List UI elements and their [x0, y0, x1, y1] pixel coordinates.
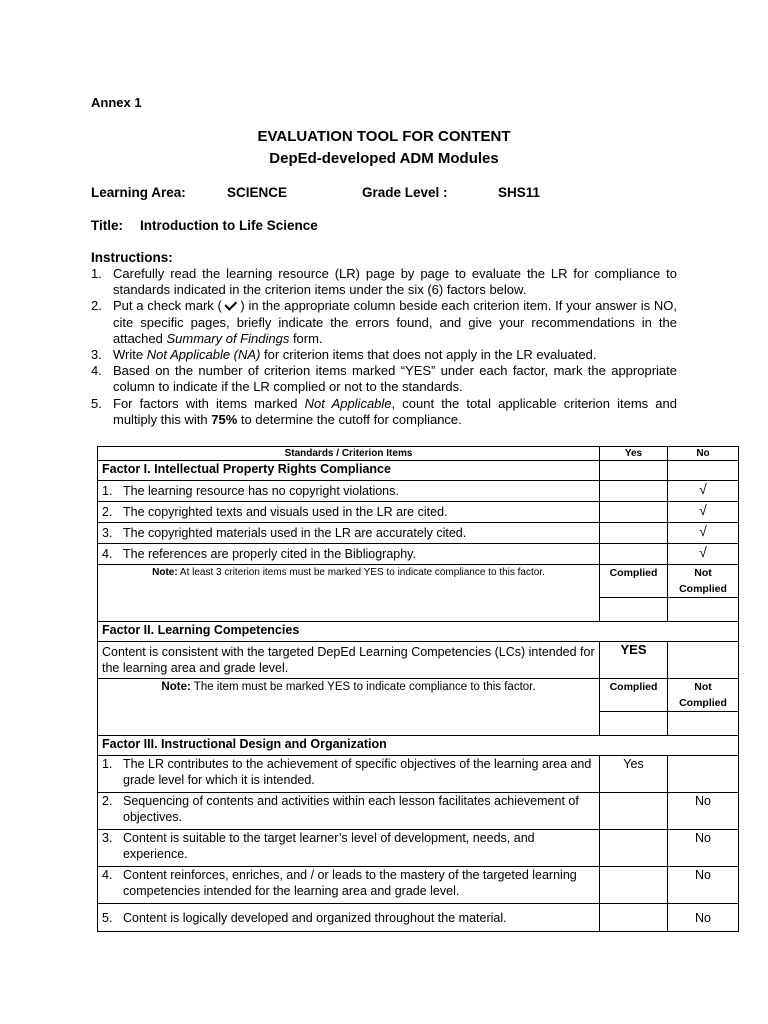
yes-cell[interactable]	[600, 481, 668, 502]
annex-label: Annex 1	[91, 95, 142, 110]
instruction-item: 4. Based on the number of criterion items marked “YES” under each factor, mark the appropriate column to indicate if the LR complied or not to the standards.	[91, 363, 677, 395]
document-subtitle: DepEd-developed ADM Modules	[269, 150, 499, 167]
no-cell[interactable]: √	[668, 523, 739, 544]
table-row	[98, 756, 739, 793]
yes-cell[interactable]	[600, 544, 668, 565]
item-number: 1.	[102, 484, 113, 498]
item-number: 3.	[102, 831, 113, 845]
factor-row	[98, 461, 739, 481]
item-text: Sequencing of contents and activities within each lesson facilitates achievement of objectives.	[123, 794, 579, 824]
table-row	[98, 830, 739, 867]
factor-3-title: Factor III. Instructional Design and Organization	[98, 736, 739, 756]
no-cell[interactable]: √	[668, 502, 739, 523]
item-number: 1.	[102, 757, 113, 771]
item-text: The copyrighted texts and visuals used in the LR are cited.	[123, 505, 448, 519]
item-text: Content is logically developed and organized throughout the material.	[123, 910, 507, 925]
complied-cell[interactable]	[600, 712, 668, 736]
table-row	[98, 642, 739, 679]
instruction-item: 3. Write Not Applicable (NA) for criterion items that does not apply in the LR evaluated.	[91, 347, 597, 363]
table-row	[98, 904, 739, 932]
no-cell[interactable]: No	[668, 904, 739, 932]
not-complied-cell[interactable]	[668, 598, 739, 622]
complied-header: Complied	[600, 679, 668, 712]
yes-cell[interactable]	[600, 793, 668, 830]
instructions-heading: Instructions:	[91, 250, 173, 265]
instructions-list	[91, 266, 677, 428]
yes-cell[interactable]	[600, 461, 668, 481]
factor-1-title: Factor I. Intellectual Property Rights Compliance	[98, 461, 600, 481]
instruction-item: 2. Put a check mark ( ) in the appropriate column beside each criterion item. If your answer is NO, cite specific pages, briefly indicate the errors found, and give your recommendations in the attached Summary of Findings form.	[91, 298, 677, 346]
not-complied-cell[interactable]	[668, 712, 739, 736]
table-row	[98, 481, 739, 502]
yes-cell[interactable]: YES	[600, 642, 668, 679]
item-number: 4.	[102, 547, 113, 561]
note-row	[98, 565, 739, 598]
factor-row	[98, 736, 739, 756]
no-header: No	[668, 447, 739, 461]
grade-level-value: SHS11	[498, 185, 541, 200]
not-complied-header: Not Complied	[668, 565, 739, 598]
yes-cell[interactable]	[600, 830, 668, 867]
yes-cell[interactable]: Yes	[600, 756, 668, 793]
item-text: Content is suitable to the target learner’s level of development, needs, and experience.	[123, 831, 535, 861]
item-text: Content reinforces, enriches, and / or leads to the mastery of the targeted learning competencies intended for the learning area and grade level.	[123, 868, 577, 898]
item-number: 4.	[102, 868, 113, 882]
factor-1-note: Note: At least 3 criterion items must be marked YES to indicate compliance to this factor.	[98, 565, 600, 622]
table-row	[98, 544, 739, 565]
yes-cell[interactable]	[600, 502, 668, 523]
no-cell[interactable]	[668, 756, 739, 793]
no-cell[interactable]: No	[668, 830, 739, 867]
no-cell[interactable]: √	[668, 481, 739, 502]
table-header-row	[98, 447, 739, 461]
item-number: 2.	[102, 505, 113, 519]
title-label: Title:	[91, 218, 124, 233]
yes-cell[interactable]	[600, 523, 668, 544]
learning-area-label: Learning Area:	[91, 185, 186, 200]
grade-level-label: Grade Level :	[362, 185, 448, 200]
item-number: 2.	[102, 794, 113, 808]
factor-2-note: Note: The item must be marked YES to indicate compliance to this factor.	[98, 679, 600, 736]
note-row	[98, 679, 739, 712]
item-text: The copyrighted materials used in the LR are accurately cited.	[123, 526, 467, 540]
item-text: The learning resource has no copyright violations.	[123, 484, 399, 498]
factor-2-title: Factor II. Learning Competencies	[98, 622, 739, 642]
no-cell[interactable]	[668, 461, 739, 481]
complied-cell[interactable]	[600, 598, 668, 622]
table-row	[98, 793, 739, 830]
table-row	[98, 502, 739, 523]
yes-cell[interactable]	[600, 904, 668, 932]
instruction-item: 5. For factors with items marked Not Applicable, count the total applicable criterion items and multiply this with 75% to determine the cutoff for compliance.	[91, 395, 677, 427]
item-text: The LR contributes to the achievement of specific objectives of the learning area and grade level for which it is intended.	[123, 757, 592, 787]
learning-area-value: SCIENCE	[227, 185, 288, 200]
yes-cell[interactable]	[600, 867, 668, 904]
title-value: Introduction to Life Science	[140, 218, 318, 233]
document-title: EVALUATION TOOL FOR CONTENT	[257, 128, 511, 145]
check-mark-icon	[224, 298, 237, 311]
item-number: 3.	[102, 526, 113, 540]
complied-header: Complied	[600, 565, 668, 598]
no-cell[interactable]: √	[668, 544, 739, 565]
yes-header: Yes	[600, 447, 668, 461]
item-text: Content is consistent with the targeted DepEd Learning Competencies (LCs) intended for the learning area and grade level.	[98, 642, 600, 679]
instruction-item: 1. Carefully read the learning resource (LR) page by page to evaluate the LR for compliance to standards indicated in the criterion items under the six (6) factors below.	[91, 266, 677, 298]
no-cell[interactable]	[668, 642, 739, 679]
no-cell[interactable]: No	[668, 867, 739, 904]
evaluation-table	[97, 446, 739, 932]
criteria-header: Standards / Criterion Items	[98, 447, 600, 461]
factor-row	[98, 622, 739, 642]
table-row	[98, 523, 739, 544]
table-row	[98, 867, 739, 904]
item-number: 5.	[102, 910, 113, 925]
not-complied-header: Not Complied	[668, 679, 739, 712]
item-text: The references are properly cited in the Bibliography.	[123, 547, 416, 561]
no-cell[interactable]: No	[668, 793, 739, 830]
